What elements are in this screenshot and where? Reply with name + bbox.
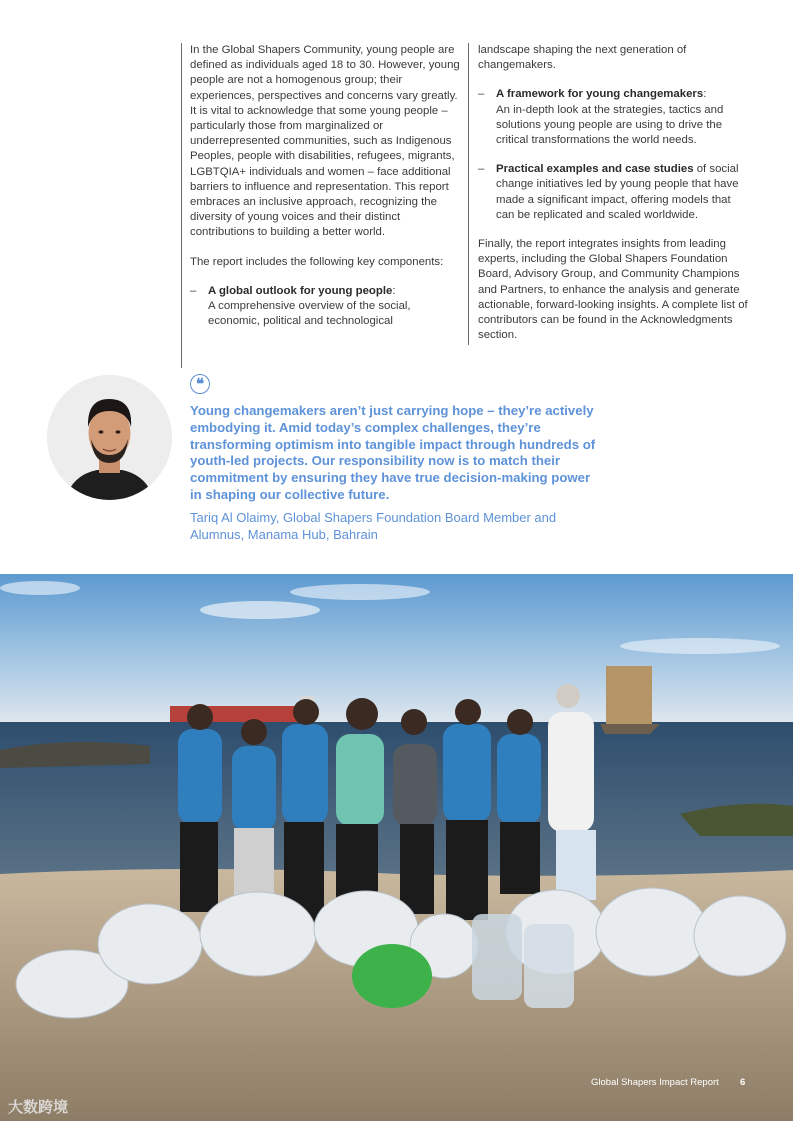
- list-item: – A global outlook for young people: A comprehensive overview of the social, economic, political and technological: [190, 284, 411, 328]
- avatar: [47, 375, 172, 500]
- pull-quote: Young changemakers aren’t just carrying hope – they’re actively embodying it. Amid today’s complex challenges, they’re transforming optimism into tangible impact through hundreds of youth-led projects. Our responsibility now is to match their commitment by ensuring they have true decision-making power in shaping our collective future.: [190, 403, 596, 502]
- page-number: 6: [740, 1077, 746, 1088]
- list-item-heading: A global outlook for young people: [208, 284, 393, 297]
- middle-divider: [468, 43, 469, 345]
- list-item-heading: A framework for young changemakers: [496, 88, 704, 101]
- list-dash: –: [478, 88, 485, 101]
- footer-report-title: Global Shapers Impact Report: [591, 1077, 719, 1088]
- list-item-heading: Practical examples and case studies: [496, 163, 694, 176]
- components-intro: The report includes the following key components:: [190, 255, 444, 268]
- right-column: [478, 43, 752, 357]
- photo-illustration: [0, 574, 793, 1121]
- quote-icon: ❝: [190, 374, 210, 394]
- beach-cleanup-photo: [0, 574, 793, 1121]
- closing-paragraph: Finally, the report integrates insights from leading experts, including the Global Shapers Foundation Board, Advisory Group, and Community Champions and Partners, to enhance the analysis and generate actionable, forward-looking insights. A complete list of contributors can be found in the Acknowledgments section.: [478, 238, 748, 342]
- portrait-illustration: [47, 375, 172, 500]
- quote-attribution: Tariq Al Olaimy, Global Shapers Foundation Board Member and Alumnus, Manama Hub, Bahrain: [190, 510, 557, 542]
- intro-paragraph: In the Global Shapers Community, young people are defined as individuals aged 18 to 30. However, young people are not a homogenous group; their experiences, perspectives and concerns vary greatly. It is vital to acknowledge that some young people – particularly those from marginalized or underrepresented communities, such as Indigenous Peoples, people with disabilities, refugees, migrants, LGBTQIA+ individuals and women – face additional barriers to influence and representation. This report embraces an inclusive approach, recognizing the diversity of young voices and their distinct contributions to building a better world.: [190, 44, 460, 239]
- watermark-logo: 大数跨境: [8, 1099, 69, 1116]
- list-dash: –: [190, 284, 197, 297]
- list-item-text: of social change initiatives led by young people that have made a significant impact, offering models that can be replicated and scaled worldwide.: [496, 163, 739, 221]
- list-item: [478, 162, 752, 223]
- list-item-text: A comprehensive overview of the social, economic, political and technological: [208, 300, 411, 328]
- left-divider: [181, 43, 182, 368]
- list-item: – A framework for young changemakers: An in-depth look at the strategies, tactics and solutions young people are using to drive the critical transformations the world needs.: [478, 88, 724, 147]
- list-dash: –: [478, 163, 485, 176]
- left-column: [190, 43, 460, 343]
- list-item-continued: landscape shaping the next generation of changemakers.: [478, 44, 687, 72]
- list-item-text: An in-depth look at the strategies, tactics and solutions young people are using to drive the critical transformations the world needs.: [496, 103, 724, 147]
